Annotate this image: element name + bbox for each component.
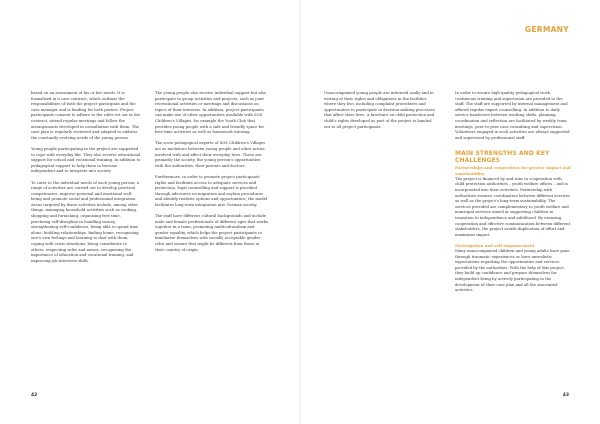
page-number-left: 42	[31, 393, 38, 398]
paragraph: Furthermore, in order to promote project participants' rights and facilitate access to adequate services and protection, legal counselling and support is provided through advocates on migration and asylum procedures and identify realistic options and opportunities; the model facilitates long-term integration into German society.	[155, 173, 268, 207]
strength-item	[455, 243, 571, 293]
right-page-column-2	[455, 90, 571, 298]
strength-body: Many unaccompanied children and young adults have gone through traumatic experiences or have unrealistic expectations regarding the opportunities and services provided by the authorities. With the help of this project, they build up confidence and prepare themselves for independent living by actively participating in the development of their care plan and all the associated activities.	[455, 248, 570, 293]
left-page-column-2	[155, 90, 269, 258]
paragraph: To cater to the individual needs of each young person, a range of activities are carried out to develop practical competencies, improve personal and emotional well-being and promote social and professional integration. Areas targeted by these activities include, among other things, managing household activities such as cooking, shopping and furnishing, organising free time, practising self-discipline in handling money, strengthening self-confidence, being able to spend time alone, building relationships, finding home, recognising one's own feelings and learning to deal with them, coping with crisis situations, being considerate to others, respecting rules and norms, recognising the importance of education and vocational training, and improving job interview skills.	[31, 179, 140, 263]
paragraph: The young people also receive individual support but also participate in group activities and projects, such as joint recreational activities or meetings and discussions on topics of their interests. In addition, project participants can make use of other opportunities available with SOS Children's Villages, for example the Youth Club that provides young people with a safe and friendly space for free-time activities as well as homework tutoring.	[155, 90, 267, 135]
page-gutter	[299, 0, 301, 424]
paragraph: In order to ensure high-quality pedagogical work, continuous training and supervision are provided to the staff. The staff are supported by internal management and offered regular expert counselling. In addition to daily service handovers between working shifts, planning, coordination and reflection are facilitated by weekly team meetings, peer-to-peer case consulting and supervision. Volunteers engaged in such activities are always supported and supervised by professional staff.	[455, 90, 570, 140]
strength-title: Participation and self-empowerment	[455, 242, 535, 248]
paragraph: based on an assessment of his or her needs. It is formalised in a care contract, which outlines the responsibilities of both the project participant and the case manager and is binding for both parties. Project participants consent to adhere to the rules set out in the contract, attend regular meetings and follow the arrangements developed in consultation with them. The care plan is regularly reviewed and adapted to address the constantly evolving needs of the young person.	[31, 90, 141, 140]
paragraph: Young people participating in the project are supported to cope with everyday life. They also receive educational support for school and vocational training. In addition to pedagogical support to help them to become independent and to integrate into society.	[31, 145, 141, 174]
right-page-column-1	[324, 90, 438, 135]
page-number-right: 43	[562, 393, 569, 398]
left-page-column-1	[31, 90, 141, 269]
paragraph: Unaccompanied young people are informed orally and in writing of their rights and obligations in the facilities where they live, including complaint procedures and opportunities to participate in decision-making processes that affect their lives. A brochure on child protection and child's rights developed as part of the project is handed out to all project participants.	[324, 90, 435, 129]
strength-body: The project is financed by and runs in cooperation with child protection authorities – youth welfare offices – and is incorporated into their activities. Partnership with authorities ensures coordination between different services as well as the project's long-term sustainability. The services provided are complementary to youth welfare and municipal services aimed at supporting children in transition to independence and adulthood. By ensuring cooperation and effective communication between different stakeholders, the project avoids duplication of effort and maximises impact.	[455, 175, 571, 237]
country-header: GERMANY	[524, 25, 569, 34]
strength-title: Partnerships and cooperation for greater impact and sustainability	[455, 165, 571, 176]
section-heading: MAIN STRENGTHS AND KEY CHALLENGES	[455, 150, 550, 165]
strength-item	[455, 165, 571, 237]
paragraph: The socio-pedagogical experts of SOS Children's Villages act as mediators between young people and other actors involved with and affect their everyday lives. These are primarily the society, the young person's opportunities with the authorities, their parents and doctors.	[155, 140, 266, 168]
paragraph: The staff have different cultural backgrounds and include male and female professionals of different ages that works together in a team, promoting multiculturalism and gender equality, which helps the project participants to familiarise themselves with socially acceptable gender roles and ensure that might be different from those in their country of origin.	[155, 213, 269, 252]
